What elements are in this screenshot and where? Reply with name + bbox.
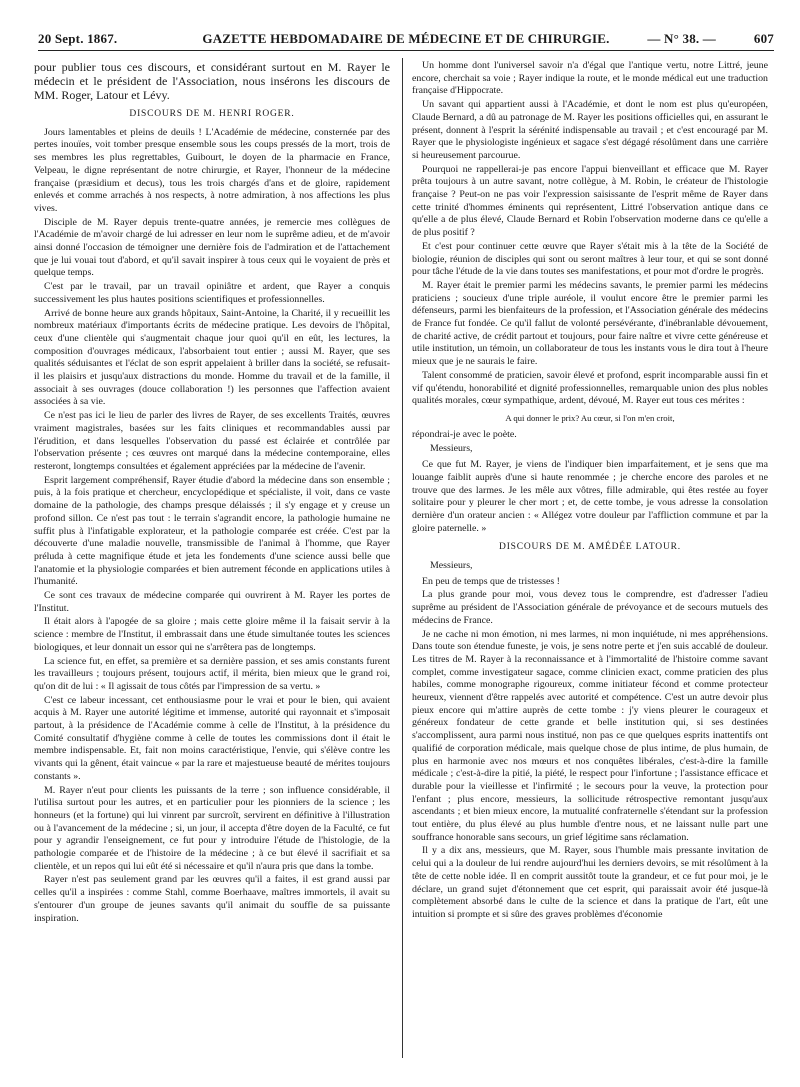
paragraph: Il y a dix ans, messieurs, que M. Rayer, sous l'humble mais pressante invitation de celui qui a la douleur de lui rendre aujourd'hui les derniers devoirs, se mit résolûment à la tête de cette noble idée. Il en comprit aussitôt toute la grandeur, et ce fut pour moi, je le déclare, un grand sujet d'étonnement que cet esprit, qui paraissait avoir été jusque-là complètement absorbé dans le culte de la science et dans la pratique de l'art, eût une intuition si prompte et si sûre des graves problèmes d'économie — [412, 845, 768, 920]
journal-title: GAZETTE HEBDOMADAIRE DE MÉDECINE ET DE CHIRURGIE. — [202, 31, 610, 46]
page-number: 607 — [753, 31, 774, 46]
paragraph: Un savant qui appartient aussi à l'Académie, et dont le nom est plus qu'européen, Claude Bernard, a dû au patronage de M. Rayer les positions officielles qui, en assurant le présent, donnent à l'esprit la sérénité indispensable au travail ; et c'est encouragé par M. Rayer que le physiologiste ingénieux et sagace s'est dégagé résolûment dans une carrière si heureusement parcourue. — [412, 99, 768, 161]
paragraph: Ce sont ces travaux de médecine comparée qui ouvrirent à M. Rayer les portes de l'Institut. — [34, 590, 390, 614]
verse-quote: A qui donner le prix? Au cœur, si l'on m'en croit, — [505, 412, 675, 423]
page-header — [38, 28, 774, 51]
paragraph: Talent consommé de praticien, savoir élevé et profond, esprit incomparable aussi fin et vif qu'étendu, honorabilité et dignité professionnelles, remarquable union des plus nobles qualités morales, cœur sympathique, ardent, dévoué, M. Rayer eut tous ces mérites : — [412, 369, 768, 407]
section-heading-roger: DISCOURS DE M. HENRI ROGER. — [129, 109, 295, 119]
paragraph: C'est par le travail, par un travail opiniâtre et ardent, que Rayer a conquis successivement les plus hautes positions scientifiques et professionnelles. — [34, 281, 390, 305]
paragraph: Rayer n'est pas seulement grand par les œuvres qu'il a faites, il est grand aussi par celles qu'il a inspirées : comme Stahl, comme Boerhaave, maîtres immortels, il avait su s'entourer d'un groupe de jeunes savants qu'il animait du souffle de sa puissante inspiration. — [34, 874, 390, 924]
header-date: 20 Sept. 1867. — [38, 31, 118, 46]
section-heading-latour: DISCOURS DE M. AMÉDÉE LATOUR. — [499, 542, 681, 553]
paragraph: Pourquoi ne rappellerai-je pas encore l'appui bienveillant et efficace que M. Rayer prêta toujours à un autre savant, notre collègue, à M. Robin, le créateur de l'histologie française ? Peut-on ne pas voir l'expression saisissante de l'esprit même de Rayer dans cette trinité d'hommes éminents qui représentent, Littré l'observation antique dans ce qu'elle a de plus élevé, Claude Bernard et Robin l'observation moderne dans ce qu'elle a de plus positif ? — [412, 163, 768, 239]
paragraph: Jours lamentables et pleins de deuils ! L'Académie de médecine, consternée par des pertes inouïes, voit tomber presque ensemble sous les coups pressés de la mort, trois de ses membres les plus regrettables, Guibourt, le doyen de la pharmacie en France, Velpeau, le digne représentant de notre chirurgie, et Rayer, l'honneur de la médecine française (præsidium et decus), tous les trois chargés d'ans et de gloire, rapidement enlevés et comme arrachés à nos respects, à notre admiration, à nos affections les plus vives. — [34, 126, 390, 214]
paragraph: Esprit largement compréhensif, Rayer étudie d'abord la médecine dans son ensemble ; puis, à la fois pratique et chercheur, encyclopédique et spécialiste, il voit, dans ce vaste domaine de la pathologie, des champs presque délaissés ; il s'y engage et y creuse un profond sillon. Ce n'est pas tout : le terrain s'agrandit encore, la pathologie humaine ne suffit plus à l'infatigable explorateur, et la pathologie comparée est créée. C'est par la découverte d'une maladie nouvelle, transmissible de l'animal à l'homme, que Rayer préluda à cette magnifique étude et jeta les fondements d'une science aussi belle que l'anatomie et la physiologie comparées et bien autrement féconde en applications utiles à l'humanité. — [34, 474, 390, 588]
paragraph: Ce n'est pas ici le lieu de parler des livres de Rayer, de ses excellents Traités, œuvres vraiment magistrales, basées sur les faits cliniques et recommandables aussi par l'érudition, et dans lesquelles l'observation du passé est éclairée et contrôlée par l'observation présente ; ces œuvres ont marqué dans la médecine contemporaine, elles resteront, longtemps consultées et également appréciées par la médecine de l'avenir. — [34, 410, 390, 472]
paragraph: M. Rayer n'eut pour clients les puissants de la terre ; son influence considérable, il l'utilisa surtout pour les autres, et en particulier pour les pionniers de la science ; les honneurs (et la fortune) qui lui vinrent par surcroît, servirent en définitive à l'illustration ou à l'avancement de la médecine ; si, un jour, il accepta d'être doyen de la Faculté, ce fut pour y agrandir l'enseignement, ce fut pour y introduire l'étude de l'histologie, de la pathologie comparée et de l'histoire de la médecine ; à ce but élevé il sacrifiait et sa clientèle, et un repos qui lui eût été si nécessaire et qu'il n'aura pris que dans la tombe. — [34, 784, 390, 872]
paragraph: En peu de temps que de tristesses ! — [422, 575, 560, 587]
paragraph: Un homme dont l'universel savoir n'a d'égal que l'antique vertu, notre Littré, jeune encore, cherchait sa voie ; Rayer indique la route, et le monde médical eut une traduction française d'Hippocrate. — [412, 60, 768, 97]
paragraph: La plus grande pour moi, vous devez tous le comprendre, est d'adresser l'adieu suprême au président de l'Association générale de prévoyance et de secours mutuels des médecins de France. — [412, 589, 768, 626]
salutation: Messieurs, — [430, 560, 473, 572]
issue-number: — N° 38. — — [647, 31, 716, 46]
paragraph: C'est ce labeur incessant, cet enthousiasme pour le vrai et pour le bien, qui avaient acquis à M. Rayer une autorité légitime et immense, autorité qui rayonnait et s'imposait partout, à la présidence de l'Académie comme à celle de l'Institut, à la présidence du Comité consultatif d'hygiène comme à celle de toutes les commissions dont il était le membre indispensable. Et, fait non moins caractéristique, l'envie, qui s'élève contre les vivants qui la gênent, était vaincue « par la rare et majestueuse beauté de mérites toujours constants ». — [34, 694, 390, 782]
intro-paragraph: pour publier tous ces discours, et considérant surtout en M. Rayer le médecin et le président de l'Association, nous insérons les discours de MM. Roger, Latour et Lévy. — [34, 60, 390, 102]
paragraph: Arrivé de bonne heure aux grands hôpitaux, Saint-Antoine, la Charité, il y recueillit les nombreux matériaux d'importants écrits de médecine pratique. Les devoirs de l'hôpital, ceux d'une clientèle qui s'augmentait chaque jour quoi qu'il en eût, les lectures, la composition d'ouvrages médicaux, l'absorbaient tout entier ; aussi M. Rayer, que ses qualités séduisantes et l'éclat de son esprit appelaient à briller dans la société, se refusait-il les plaisirs et jusqu'aux distractions du monde. Homme du travail et de la famille, il associait à ses ouvrages (douce collaboration !) les personnes que l'affection avaient associées à sa vie. — [34, 307, 390, 408]
column-divider — [402, 58, 403, 1058]
paragraph: Il était alors à l'apogée de sa gloire ; mais cette gloire même il la faisait servir à la science : membre de l'Institut, il embrassait dans une étude simultanée toutes les sciences biologiques, et leur donnait un essor qui ne s'arrêtera pas de longtemps. — [34, 616, 390, 653]
paragraph: Et c'est pour continuer cette œuvre que Rayer s'était mis à la tête de la Société de biologie, réunion de disciples qui sont ou seront maîtres à leur tour, et qui se sont donné pour tâche l'étude de la vie dans toutes ses manifestations, et pour mot d'ordre le progrès. — [412, 240, 768, 278]
paragraph: Je ne cache ni mon émotion, ni mes larmes, ni mon inquiétude, ni mes appréhensions. Dans toute son étendue funeste, je vois, je sens notre perte et j'en suis accablé de douleur. Les titres de M. Rayer à la reconnaissance et à l'immortalité de l'histoire comme savant complet, comme investigateur sagace, comme clinicien exact, comme praticien des plus habiles, comme monographe rigoureux, comme initiateur fécond et comme protecteur heureux, viennent d'être rappelés avec autorité et compétence. C'est un autre devoir plus pieux encore qui m'attire auprès de cette tombe : j'y viens pleurer le courageux et généreux fondateur de cette grande et belle institution qui, si ses destinées s'accomplissent, aura parmi nous institué, non pas ce que quelques esprits inattentifs ont qualifié de corporation médicale, mais quelque chose de plus intime, de plus humain, de plus en harmonie avec nos mœurs et nos conquêtes libérales, c'est-à-dire la famille médicale ; c'est-à-dire la pitié, la piété, le respect pour l'infortune ; l'assistance efficace et durable pour la vieillesse et l'infirmité ; le secours pour la veuve, la protection pour l'enfant ; plus encore, messieurs, la sollicitude rétrospective remontant jusqu'aux ascendants ; et bien mieux encore, la mutualité confraternelle s'étendant sur la profession tout entière, du plus élevé au plus humble d'entre nous, et ne laissant nulle part une souffrance honorable sans secours, un grief légitime sans réclamation. — [412, 628, 768, 843]
paragraph: M. Rayer était le premier parmi les médecins savants, le premier parmi les médecins praticiens ; soucieux d'une triple auréole, il voulut encore être le premier parmi les défenseurs, parmi les bienfaiteurs de la profession, et l'Association générale des médecins de France fut fondée. Ce qu'il fallut de volonté persévérante, d'inébranlable dévouement, de charité active, de crédit partout et toujours, pour faire naître et vivre cette généreuse et utile institution, un témoin, un collaborateur de tous les instants vous le dira tout à l'heure mieux que je ne saurais le faire. — [412, 279, 768, 368]
right-column — [412, 60, 768, 1060]
paragraph: La science fut, en effet, sa première et sa dernière passion, et ses amis constants furent les travailleurs ; toujours présent, toujours actif, il mérita, bien mieux que le grand roi, qu'on dit de lui : « Il agissait de tous côtés par l'impression de sa vertu. » — [34, 655, 390, 692]
paragraph: répondrai-je avec le poète. — [412, 428, 517, 440]
paragraph: Disciple de M. Rayer depuis trente-quatre années, je remercie mes collègues de l'Académie de m'avoir chargé de lui adresser en leur nom le suprême adieu, et de m'avoir ainsi donné l'occasion de témoigner une dernière fois de l'admiration et de l'attachement que je lui vouai tout d'abord, et qu'il savait inspirer à tous ceux qui le voyaient de près et quelque temps. — [34, 216, 390, 279]
paragraph: Ce que fut M. Rayer, je viens de l'indiquer bien imparfaitement, et je sens que ma louange faiblit auprès d'une si haute renommée ; je cherche encore des paroles et ne trouve que des larmes. Je les mêle aux vôtres, fille admirable, qui êtes restée au foyer solitaire pour y pleurer le cher mort ; et, de cette tombe, je vous adresse la consolation dernière d'un orateur ancien : « Allégez votre douleur par l'affliction commune et par la gloire paternelle. » — [412, 459, 768, 534]
salutation: Messieurs, — [430, 443, 473, 455]
left-column — [34, 60, 390, 1060]
